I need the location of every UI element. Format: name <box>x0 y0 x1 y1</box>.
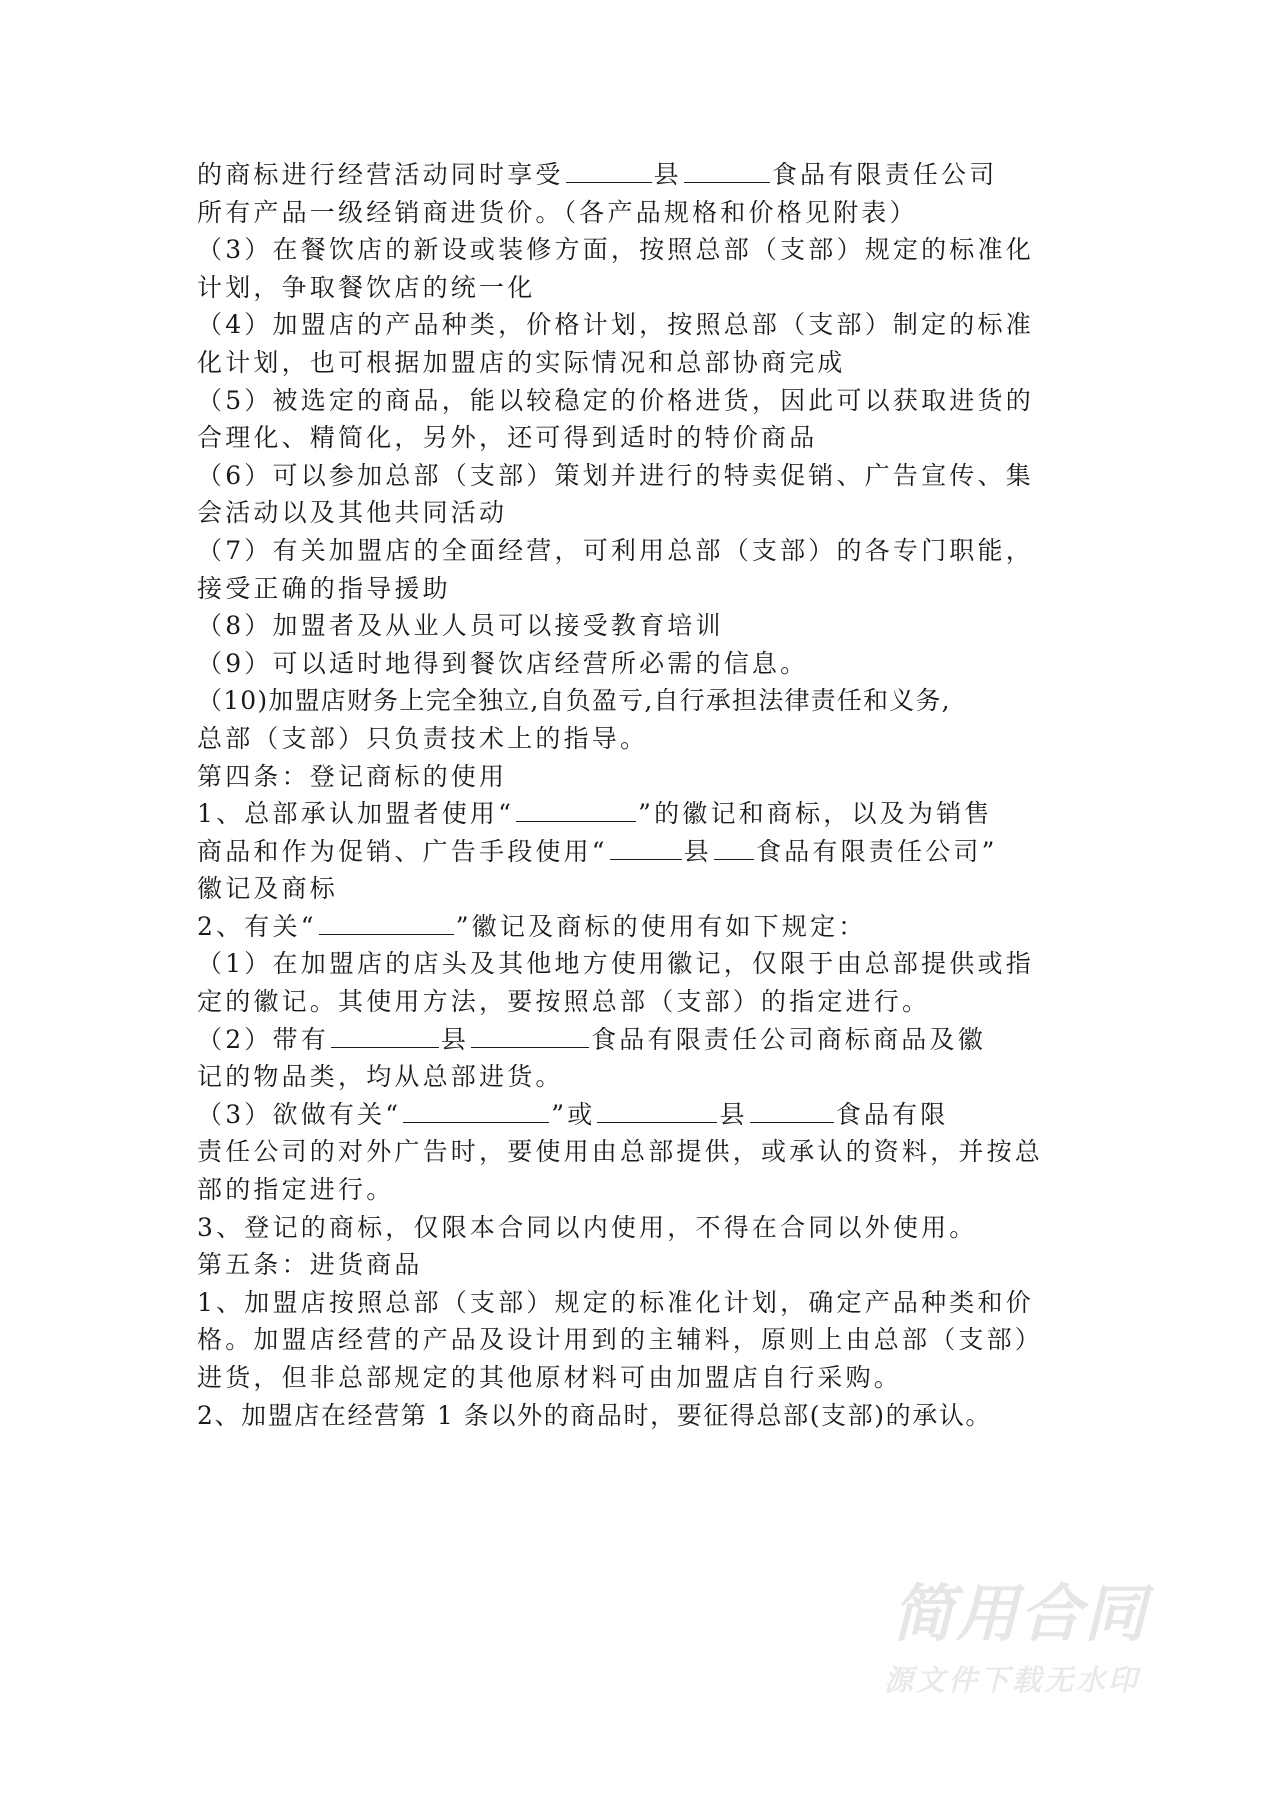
list-item: （9）可以适时地得到餐饮店经营所必需的信息。 <box>197 648 809 678</box>
fill-in-blank[interactable] <box>331 1021 439 1048</box>
text-line: 化计划，也可根据加盟店的实际情况和总部协商完成 <box>197 347 846 377</box>
text-line: 责任公司的对外广告时，要使用由总部提供，或承认的资料，并按总 <box>197 1137 1044 1167</box>
text-segment: ”的徽记和商标，以及为销售 <box>638 799 993 829</box>
fill-in-blank[interactable] <box>714 833 754 860</box>
list-item: 1、加盟店按照总部（支部）规定的标准化计划，确定产品种类和价 <box>197 1287 1034 1317</box>
text-segment: 的商标进行经营活动同时享受 <box>197 160 564 189</box>
text-line: 部的指定进行。 <box>197 1175 395 1205</box>
text-segment: 县 <box>440 1024 470 1054</box>
text-segment: 县 <box>719 1099 748 1129</box>
list-item <box>197 1021 986 1059</box>
list-item: （10)加盟店财务上完全独立,自负盈亏,自行承担法律责任和义务, <box>197 686 951 716</box>
text-segment: （2）带有 <box>197 1024 329 1054</box>
list-item: （6）可以参加总部（支部）策划并进行的特卖促销、广告宣传、集 <box>197 460 1034 490</box>
text-line: 记的物品类，均从总部进货。 <box>197 1062 564 1092</box>
text-segment: 食品有限责任公司” <box>756 836 998 866</box>
list-item: （3）在餐饮店的新设或装修方面，按照总部（支部）规定的标准化 <box>197 235 1034 265</box>
text-segment: ”徽记及商标的使用有如下规定： <box>455 911 867 941</box>
text-segment: 商品和作为促销、广告手段使用“ <box>197 836 608 866</box>
text-line: 计划，争取餐饮店的统一化 <box>197 272 536 302</box>
watermark-subtitle: 源文件下载无水印 <box>884 1663 1141 1697</box>
list-item: （7）有关加盟店的全面经营，可利用总部（支部）的各专门职能， <box>197 535 1034 565</box>
watermark <box>884 1577 1192 1699</box>
list-item <box>197 1096 947 1134</box>
text-segment: 食品有限责任公司 <box>771 160 998 189</box>
text-line: 合理化、精简化，另外，还可得到适时的特价商品 <box>197 423 818 453</box>
text-line: 徽记及商标 <box>197 874 339 904</box>
text-segment: 县 <box>683 836 712 866</box>
text-line: 进货，但非总部规定的其他原材料可由加盟店自行采购。 <box>197 1363 903 1392</box>
text-segment: 食品有限责任公司商标商品及徽 <box>591 1024 986 1054</box>
list-item: （1）在加盟店的店头及其他地方使用徽记，仅限于由总部提供或指 <box>197 949 1034 979</box>
fill-in-blank[interactable] <box>566 156 652 183</box>
text-line: 会活动以及其他共同活动 <box>197 498 508 528</box>
text-segment: （3）欲做有关“ <box>197 1099 402 1129</box>
list-item: （4）加盟店的产品种类，价格计划，按照总部（支部）制定的标准 <box>197 310 1034 340</box>
list-item: 2、加盟店在经营第 1 条以外的商品时，要征得总部(支部)的承认。 <box>197 1400 993 1430</box>
section-heading-article-5: 第五条：进货商品 <box>197 1250 423 1280</box>
section-heading-article-4: 第四条：登记商标的使用 <box>197 761 508 791</box>
list-item: （5）被选定的商品，能以较稳定的价格进货，因此可以获取进货的 <box>197 385 1034 415</box>
text-segment: 1、总部承认加盟者使用“ <box>197 799 515 829</box>
text-line: 格。加盟店经营的产品及设计用到的主辅料，原则上由总部（支部） <box>197 1325 1044 1355</box>
fill-in-blank[interactable] <box>403 1096 549 1123</box>
text-line: 总部（支部）只负责技术上的指导。 <box>197 723 649 753</box>
list-item <box>197 908 947 946</box>
text-segment: 2、有关“ <box>197 911 317 941</box>
fill-in-blank[interactable] <box>516 795 636 822</box>
text-line: 接受正确的指导援助 <box>197 573 451 603</box>
text-segment: 食品有限 <box>835 1099 949 1129</box>
fill-in-blank[interactable] <box>684 156 770 183</box>
text-line <box>197 833 998 871</box>
document-page <box>197 156 1044 1434</box>
fill-in-blank[interactable] <box>750 1096 834 1123</box>
fill-in-blank[interactable] <box>597 1096 717 1123</box>
fill-in-blank[interactable] <box>319 908 454 935</box>
list-item: 3、登记的商标，仅限本合同以内使用，不得在合同以外使用。 <box>197 1212 978 1242</box>
text-segment: ”或 <box>551 1099 596 1129</box>
text-line: 定的徽记。其使用方法，要按照总部（支部）的指定进行。 <box>197 987 931 1017</box>
fill-in-blank[interactable] <box>610 833 682 860</box>
fill-in-blank[interactable] <box>471 1021 589 1048</box>
text-line <box>197 156 998 194</box>
list-item: （8）加盟者及从业人员可以接受教育培训 <box>197 611 724 641</box>
watermark-title: 简用合同 <box>892 1577 1149 1650</box>
text-line: 所有产品一级经销商进货价。（各产品规格和价格见附表） <box>197 197 918 227</box>
text-segment: 县 <box>653 160 682 189</box>
list-item <box>197 795 993 833</box>
